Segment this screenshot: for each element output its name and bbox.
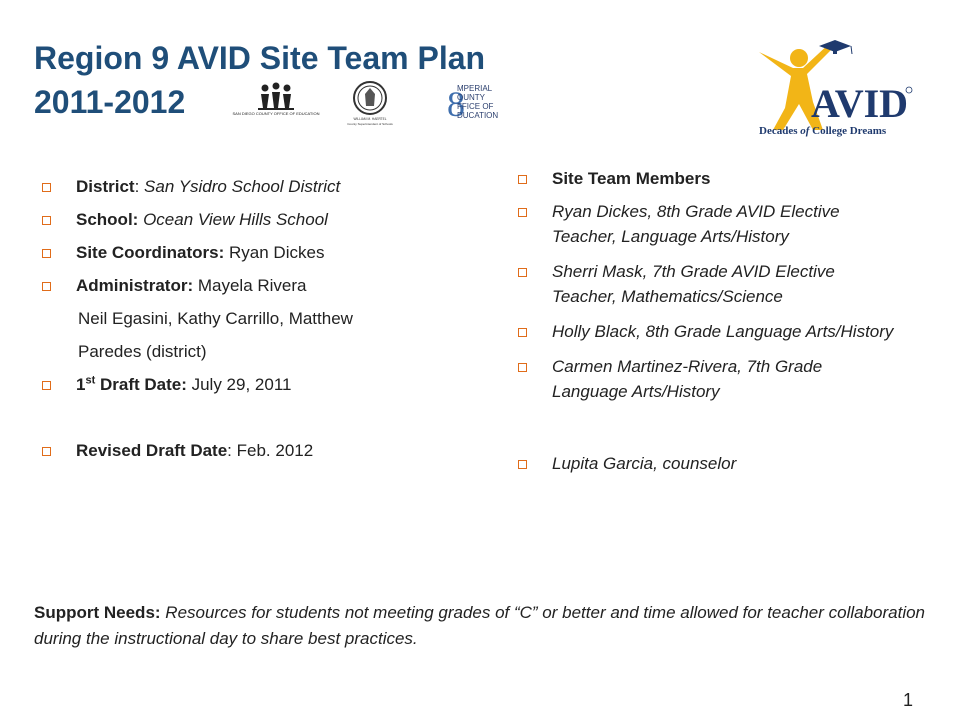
team-member-name: Ryan Dickes, 8th Grade AVID Elective Teacher, Language Arts/History — [552, 202, 840, 246]
avid-logo — [755, 38, 915, 138]
imperial-line-2: OUNTY — [457, 93, 485, 102]
haertel-name-text: WILLIAM M. HAERTEL — [353, 117, 387, 121]
bullet-icon — [42, 447, 51, 456]
list-item-administrator — [42, 271, 462, 304]
page-number: 1 — [903, 690, 914, 710]
san-diego-county-logo — [232, 82, 320, 122]
school-value: Ocean View Hills School — [138, 210, 328, 229]
team-member-counselor-item — [518, 451, 898, 476]
avid-tagline-part-2: College Dreams — [809, 125, 887, 137]
bullet-icon — [42, 183, 51, 192]
administrator-value: Mayela Rivera — [193, 276, 307, 295]
draft-superscript: st — [85, 374, 96, 387]
title-line-1: Region 9 AVID Site Team Plan — [34, 40, 486, 76]
bullet-icon — [518, 460, 527, 469]
avid-wordmark: AVID — [811, 81, 909, 126]
bullet-icon — [518, 328, 527, 337]
haertel-title-text: County Superintendent of Schools — [347, 122, 393, 126]
draft-value: July 29, 2011 — [186, 375, 292, 394]
support-needs — [34, 600, 954, 652]
administrator-continued-2: Paredes (district) — [78, 342, 207, 361]
imperial-line-1: MPERIAL — [457, 84, 493, 93]
school-label: School: — [76, 210, 139, 229]
district-sep: : — [134, 177, 145, 196]
support-needs-label: Support Needs: — [34, 603, 161, 622]
administrator-label: Administrator: — [76, 276, 194, 295]
list-item-first-draft — [42, 370, 462, 403]
team-member-item — [518, 199, 898, 249]
avid-tagline-part-1: Decades — [759, 125, 801, 137]
coordinators-label: Site Coordinators: — [76, 243, 225, 262]
county-superintendent-seal — [347, 80, 393, 128]
site-team-heading: Site Team Members — [552, 169, 711, 188]
draft-number: 1 — [76, 375, 86, 394]
svg-text:8: 8 — [447, 84, 465, 124]
imperial-line-3: FFICE OF — [457, 102, 494, 111]
site-team-list — [518, 166, 898, 476]
team-member-item — [518, 319, 898, 344]
bullet-icon — [518, 268, 527, 277]
revised-value: : Feb. 2012 — [227, 441, 314, 460]
list-item-coordinators — [42, 238, 462, 271]
district-value: San Ysidro School District — [144, 177, 341, 196]
list-item-district — [42, 172, 462, 205]
bullet-icon — [42, 249, 51, 258]
imperial-county-logo — [447, 82, 519, 124]
partner-logos — [232, 80, 525, 130]
san-diego-logo-text: SAN DIEGO COUNTY OFFICE OF EDUCATION — [232, 111, 320, 116]
bullet-icon — [518, 175, 527, 184]
team-member-name: Holly Black, 8th Grade Language Arts/History — [552, 322, 894, 341]
counselor-name: Lupita Garcia, counselor — [552, 454, 737, 473]
support-needs-text: Resources for students not meeting grades of “C” or better and time allowed for teacher collaboration during the instructional day to share best practices. — [34, 603, 926, 648]
bullet-icon — [42, 381, 51, 390]
draft-label: Draft Date: — [95, 375, 187, 394]
bullet-icon — [42, 216, 51, 225]
title-line-2: 2011-2012 — [34, 84, 186, 120]
site-info-list — [42, 172, 462, 469]
revised-label: Revised Draft Date — [76, 441, 228, 460]
administrator-continued-1: Neil Egasini, Kathy Carrillo, Matthew — [78, 309, 353, 328]
avid-tagline-em: of — [800, 125, 810, 137]
site-team-heading-item — [518, 166, 898, 191]
team-member-item — [518, 259, 898, 309]
bullet-icon — [518, 363, 527, 372]
team-member-item — [518, 354, 898, 404]
bullet-icon — [518, 208, 527, 217]
team-member-name: Sherri Mask, 7th Grade AVID Elective Teacher, Mathematics/Science — [552, 262, 835, 306]
imperial-line-4: DUCATION — [457, 111, 499, 120]
list-item-school — [42, 205, 462, 238]
list-item-revised-draft — [42, 436, 462, 469]
avid-tagline — [759, 125, 887, 137]
district-label: District — [76, 177, 135, 196]
team-member-name: Carmen Martinez-Rivera, 7th Grade Language Arts/History — [552, 357, 823, 401]
bullet-icon — [42, 282, 51, 291]
coordinators-value: Ryan Dickes — [224, 243, 325, 262]
